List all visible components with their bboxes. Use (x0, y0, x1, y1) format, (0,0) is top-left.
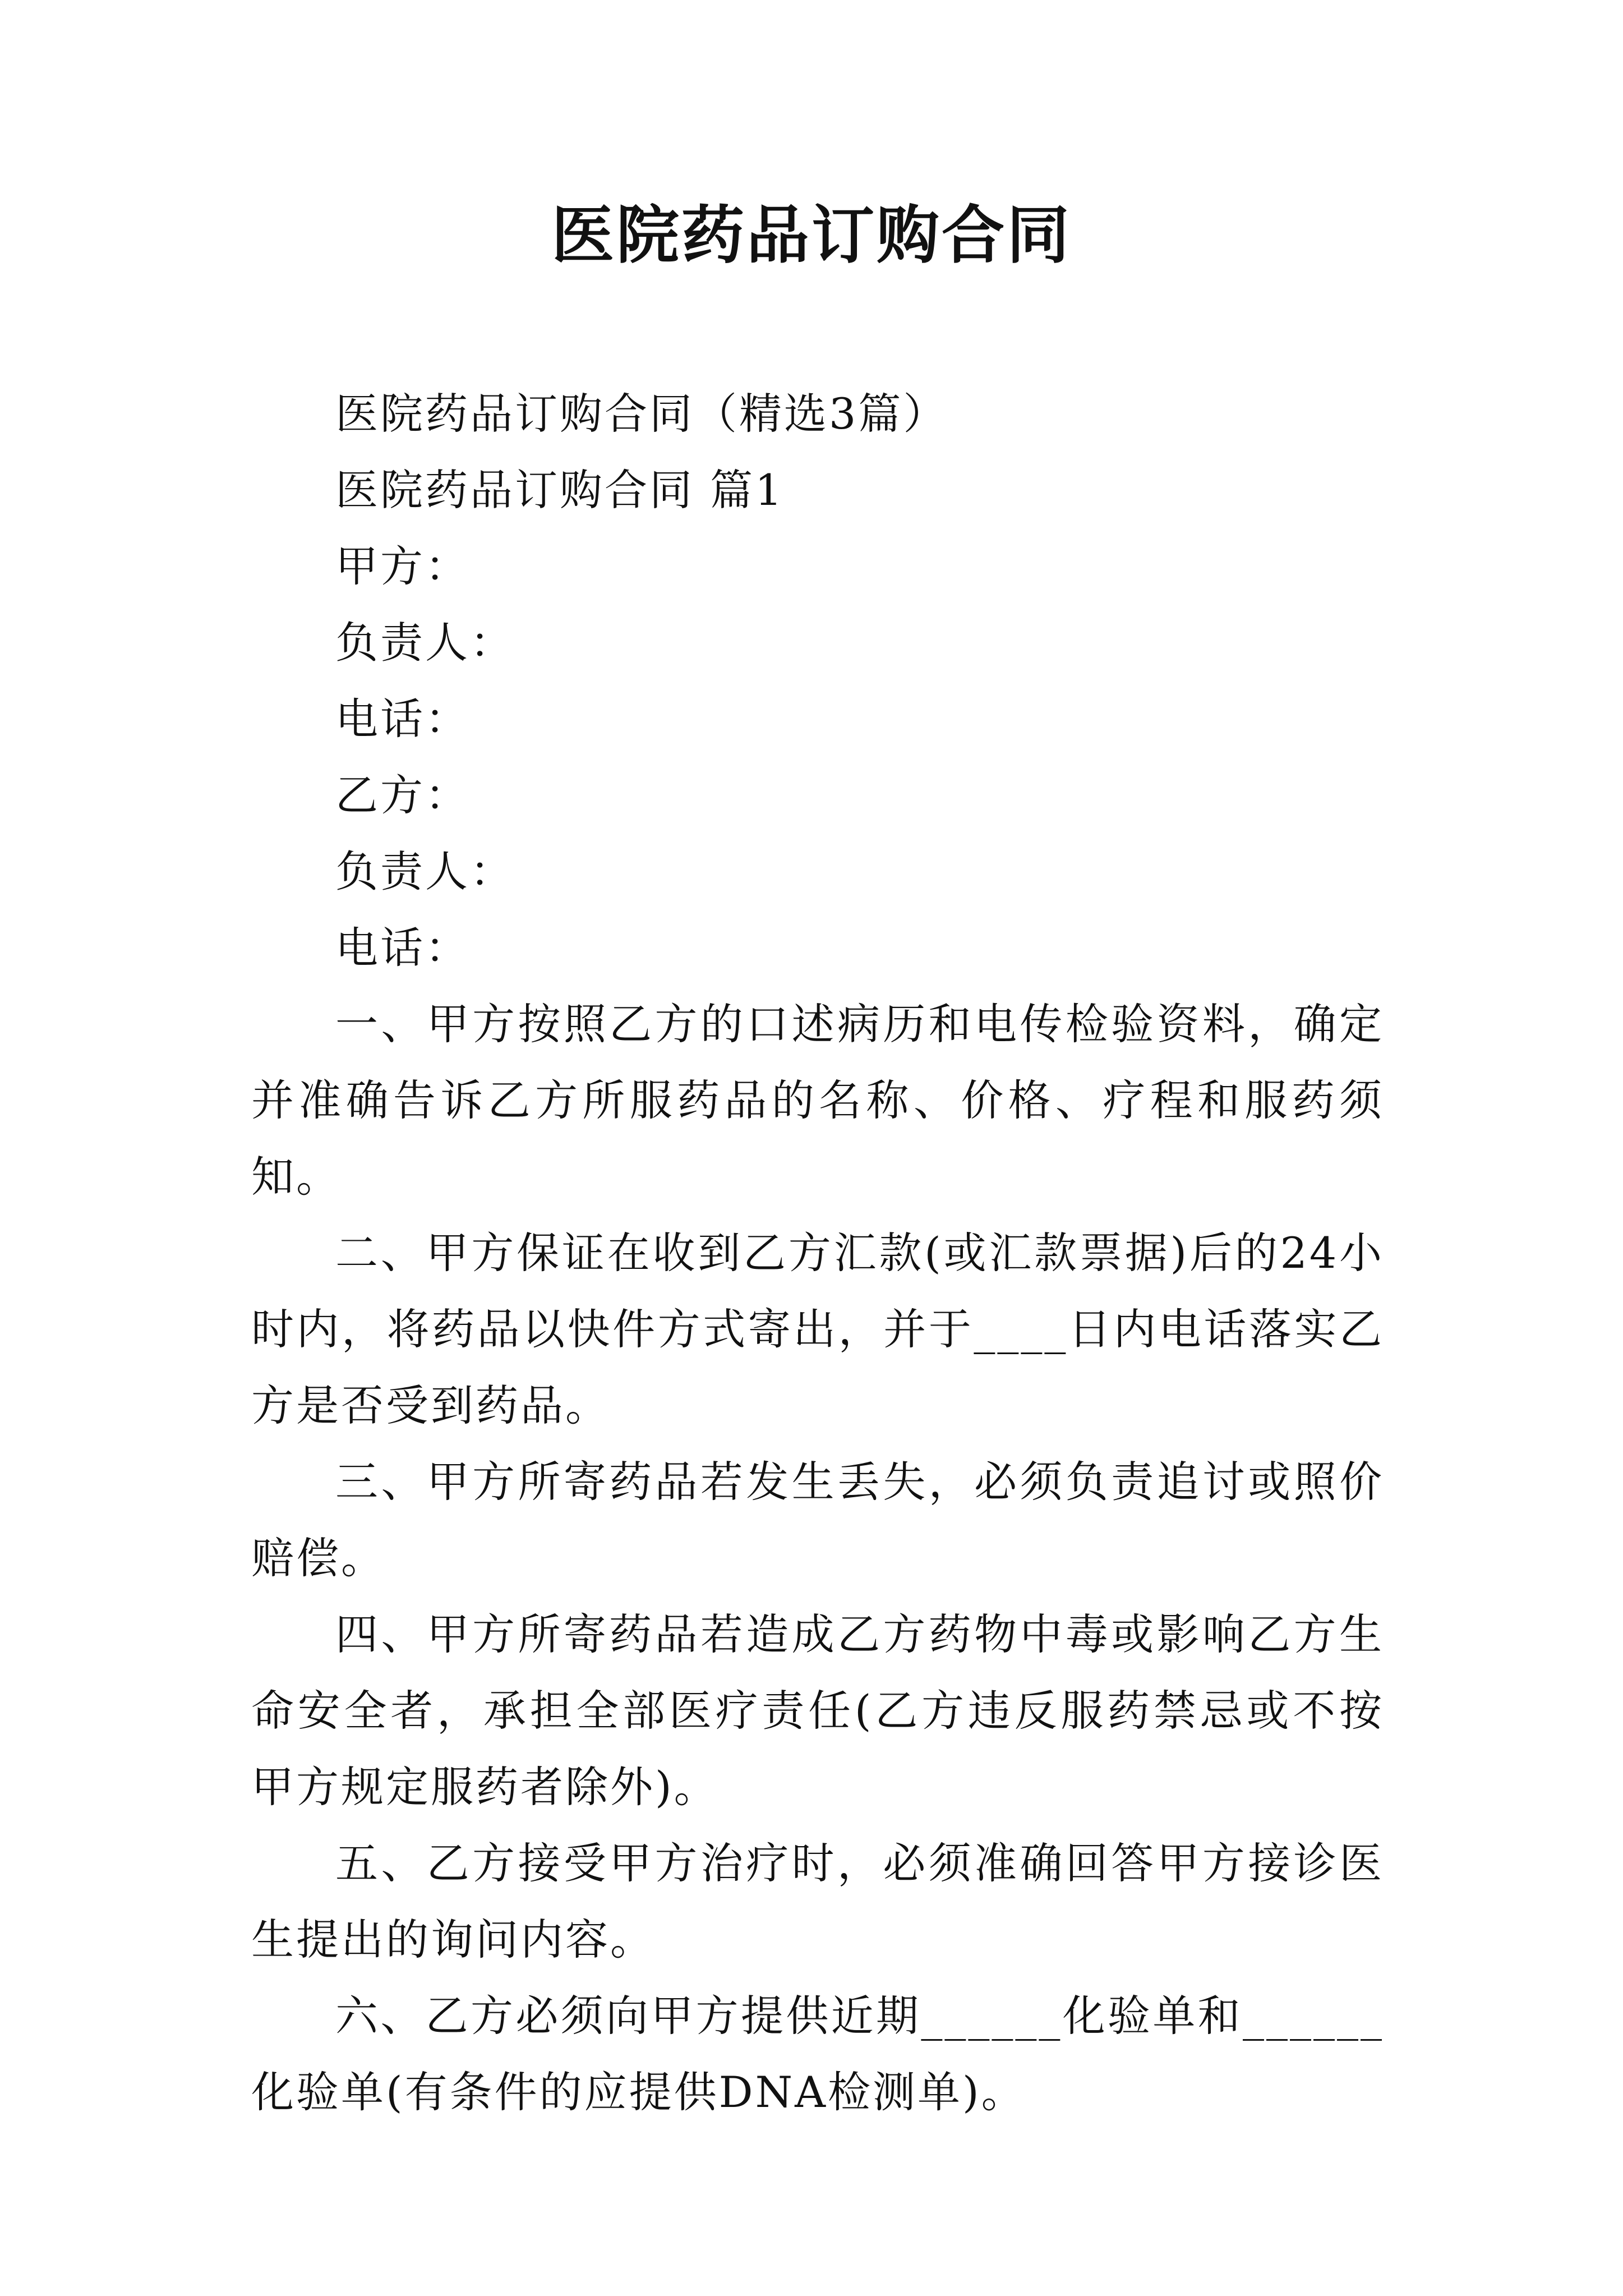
document-body (251, 376, 1384, 2131)
document-title: 医院药品订购合同 (551, 199, 1072, 272)
clause-2: 二、甲方保证在收到乙方汇款(或汇款票据)后的24小时内，将药品以快件方式寄出，并于____日内电话落实乙方是否受到药品。 (251, 1228, 1384, 1430)
clause-3: 三、甲方所寄药品若发生丢失，必须负责追讨或照价赔偿。 (251, 1457, 1384, 1583)
clause-1: 一、甲方按照乙方的口述病历和电传检验资料，确定并准确告诉乙方所服药品的名称、价格、疗程和服药须知。 (251, 999, 1384, 1202)
party-a-manager-label: 负责人： (335, 618, 515, 668)
clause-4: 四、甲方所寄药品若造成乙方药物中毒或影响乙方生命安全者，承担全部医疗责任(乙方违反服药禁忌或不按甲方规定服药者除外)。 (251, 1609, 1384, 1812)
party-b-manager-label: 负责人： (335, 846, 515, 896)
clause-5: 五、乙方接受甲方治疗时，必须准确回答甲方接诊医生提出的询问内容。 (251, 1838, 1384, 1964)
party-b-label: 乙方： (335, 770, 470, 820)
party-b-phone-label: 电话： (335, 923, 470, 973)
subtitle-line: 医院药品订购合同（精选3篇） (335, 389, 948, 439)
section-heading: 医院药品订购合同 篇1 (335, 465, 785, 515)
party-a-phone-label: 电话： (335, 694, 470, 744)
party-a-label: 甲方： (335, 541, 470, 591)
clause-6: 六、乙方必须向甲方提供近期______化验单和______化验单(有条件的应提供DNA检测单)。 (251, 1991, 1384, 2117)
